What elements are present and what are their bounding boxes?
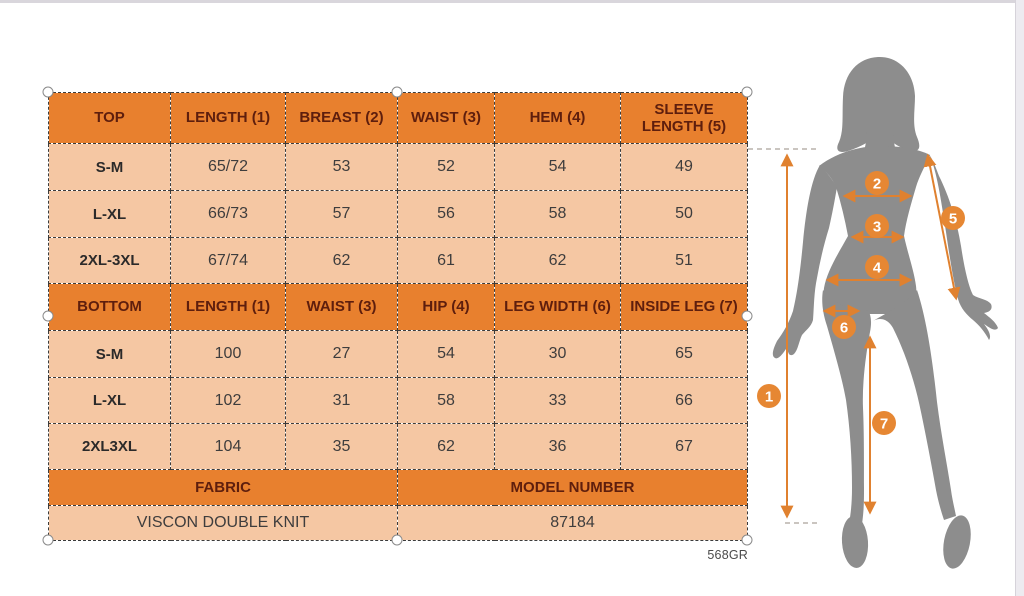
value-cell: 104 — [171, 424, 286, 470]
value-cell: 102 — [171, 378, 286, 424]
header-cell-length: LENGTH (1) — [171, 93, 286, 144]
value-cell: 62 — [495, 238, 621, 284]
selection-handle-bottom-left[interactable] — [43, 535, 54, 546]
size-cell: S-M — [49, 331, 171, 378]
value-cell: 54 — [495, 144, 621, 191]
header-cell-sleeve-length: SLEEVE LENGTH (5) — [621, 93, 748, 144]
size-cell: L-XL — [49, 191, 171, 238]
marker-label-1: 1 — [764, 388, 774, 406]
marker-label-2: 2 — [872, 175, 882, 193]
value-cell: 31 — [286, 378, 398, 424]
value-cell: 49 — [621, 144, 748, 191]
value-cell: 67/74 — [171, 238, 286, 284]
marker-label-6: 6 — [839, 319, 849, 337]
value-cell: 30 — [495, 331, 621, 378]
marker-label-7: 7 — [879, 415, 889, 433]
header-cell-hem: HEM (4) — [495, 93, 621, 144]
value-cell: 35 — [286, 424, 398, 470]
value-cell: 33 — [495, 378, 621, 424]
marker-label-3: 3 — [872, 218, 882, 236]
fabric-label-cell: FABRIC — [49, 470, 398, 506]
value-cell: 58 — [398, 378, 495, 424]
bottom-header-row — [49, 284, 748, 331]
header-cell-top: TOP — [49, 93, 171, 144]
silhouette-right-arm — [929, 154, 998, 340]
selection-handle-top-left[interactable] — [43, 87, 54, 98]
page-top-divider — [0, 0, 1024, 3]
value-cell: 65 — [621, 331, 748, 378]
silhouette-right-foot — [939, 513, 975, 571]
header-cell-leg-width: LEG WIDTH (6) — [495, 284, 621, 331]
silhouette-right-leg — [873, 290, 956, 520]
silhouette-left-arm — [773, 165, 837, 358]
value-cell: 66 — [621, 378, 748, 424]
size-cell: L-XL — [49, 378, 171, 424]
model-number-value-cell: 87184 — [398, 506, 748, 541]
value-cell: 50 — [621, 191, 748, 238]
value-cell: 66/73 — [171, 191, 286, 238]
top-header-row — [49, 93, 748, 144]
value-cell: 67 — [621, 424, 748, 470]
value-cell: 65/72 — [171, 144, 286, 191]
header-cell-waist: WAIST (3) — [398, 93, 495, 144]
value-cell: 100 — [171, 331, 286, 378]
fabric-value-cell: VISCON DOUBLE KNIT — [49, 506, 398, 541]
header-cell-waist: WAIST (3) — [286, 284, 398, 331]
table-row — [49, 238, 748, 284]
value-cell: 51 — [621, 238, 748, 284]
value-cell: 36 — [495, 424, 621, 470]
model-number-label-cell: MODEL NUMBER — [398, 470, 748, 506]
size-cell: 2XL3XL — [49, 424, 171, 470]
body-measurement-diagram — [740, 40, 1020, 580]
size-cell: 2XL-3XL — [49, 238, 171, 284]
value-cell: 56 — [398, 191, 495, 238]
header-cell-inside-leg: INSIDE LEG (7) — [621, 284, 748, 331]
table-row — [49, 144, 748, 191]
value-cell: 62 — [398, 424, 495, 470]
marker-label-5: 5 — [948, 210, 958, 228]
value-cell: 62 — [286, 238, 398, 284]
size-chart-table — [48, 92, 747, 540]
value-cell: 52 — [398, 144, 495, 191]
value-cell: 53 — [286, 144, 398, 191]
marker-label-4: 4 — [872, 259, 882, 277]
female-silhouette — [773, 57, 998, 571]
table-row — [49, 191, 748, 238]
header-cell-hip: HIP (4) — [398, 284, 495, 331]
value-cell: 57 — [286, 191, 398, 238]
footer-label-row — [49, 470, 748, 506]
silhouette-left-foot — [840, 515, 870, 569]
selection-handle-middle-left[interactable] — [43, 311, 54, 322]
selection-handle-bottom-middle[interactable] — [392, 535, 403, 546]
table-row — [49, 424, 748, 470]
header-cell-length: LENGTH (1) — [171, 284, 286, 331]
selection-handle-top-middle[interactable] — [392, 87, 403, 98]
table-row — [49, 331, 748, 378]
table-row — [49, 378, 748, 424]
header-cell-breast: BREAST (2) — [286, 93, 398, 144]
header-cell-bottom: BOTTOM — [49, 284, 171, 331]
value-cell: 27 — [286, 331, 398, 378]
size-chart — [48, 92, 748, 541]
style-code-text: 568GR — [707, 548, 748, 562]
value-cell: 61 — [398, 238, 495, 284]
value-cell: 54 — [398, 331, 495, 378]
value-cell: 58 — [495, 191, 621, 238]
size-cell: S-M — [49, 144, 171, 191]
